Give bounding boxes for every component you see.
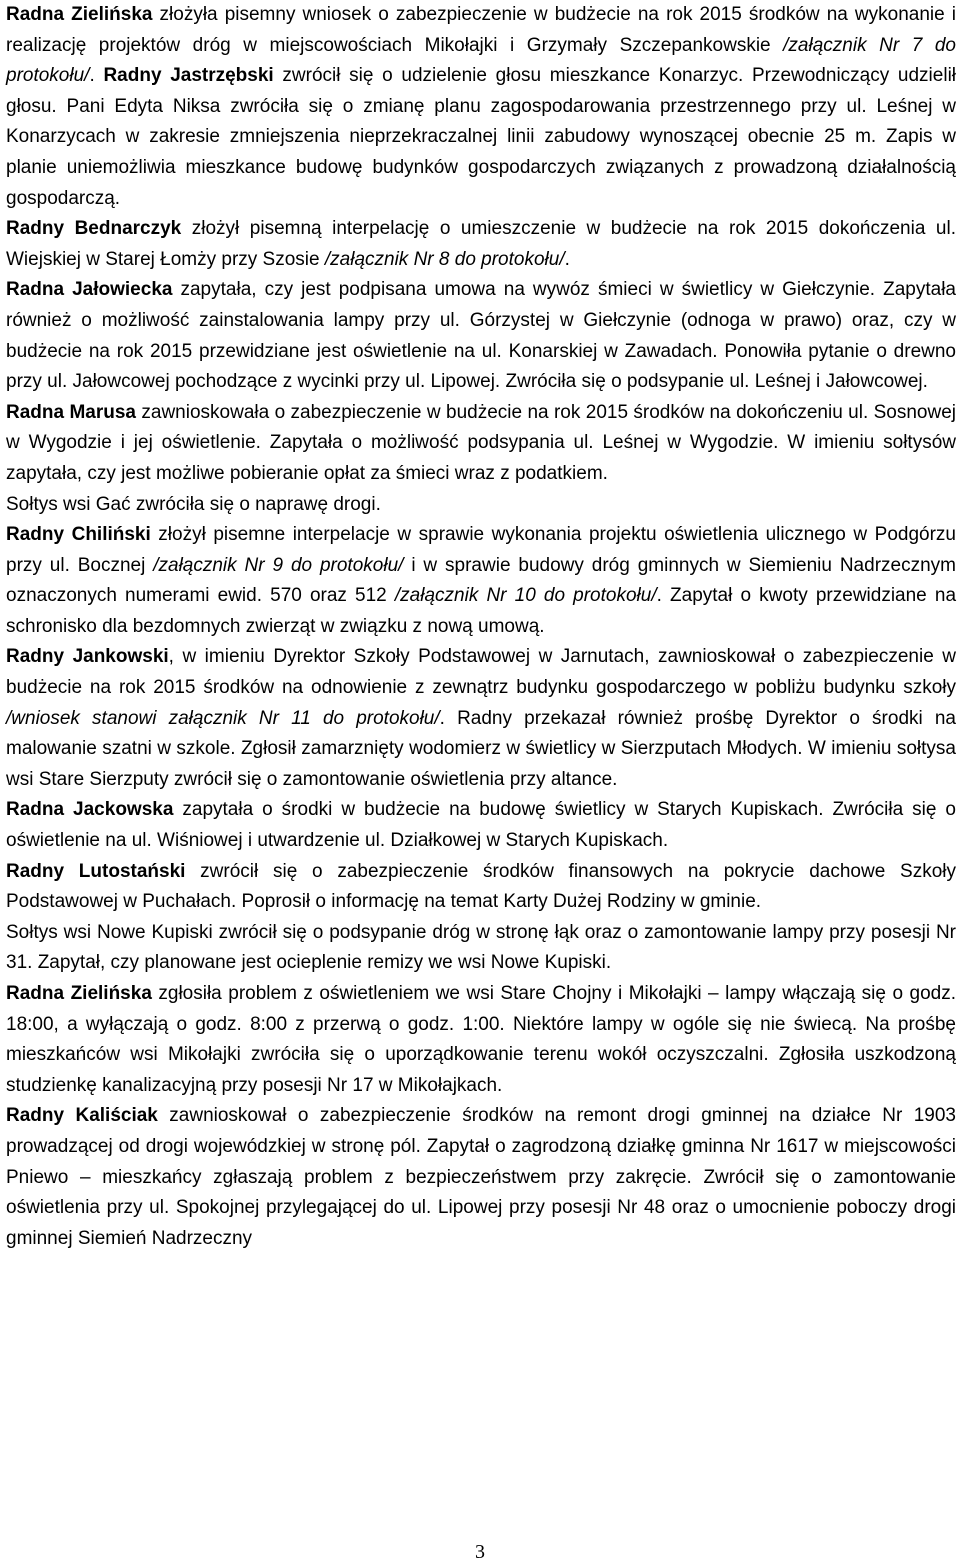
speaker-name: Radny Lutostański xyxy=(6,860,186,882)
paragraph xyxy=(6,275,956,397)
speaker-name: Radna Marusa xyxy=(6,401,136,423)
page-number: 3 xyxy=(475,1541,485,1563)
paragraph-text: zwrócił się o udzielenie głosu mieszkance Konarzyc. Przewodniczący udzielił głosu. Pani Edyta Niksa zwróciła się o zmianę planu zagospodarowania przestrzennego przy ul. Leśnej w Konarzycach w zakresie zmniejszenia nieprzekraczalnej linii zabudowy wynoszącej obecnie 25 m. Zapis w planie uniemożliwia mieszkance budowę budynków gospodarczych związanych z prowadzoną działalnością gospodarczą. xyxy=(6,65,957,209)
paragraph xyxy=(6,1101,956,1254)
paragraph xyxy=(6,490,956,521)
paragraph-text: złożył pisemne interpelacje w sprawie wykonania projektu oświetlenia ulicznego w Podgórzu przy ul. Bocznej xyxy=(6,524,956,576)
attachment-reference: /załącznik Nr 9 do protokołu/ xyxy=(153,554,404,576)
paragraph-text: , w imieniu Dyrektor Szkoły Podstawowej w Jarnutach, zawnioskował o zabezpieczenie w budżecie na rok 2015 środków na odnowienie z zewnątrz budynku gospodarczego w pobliżu budynku szkoły xyxy=(6,646,956,699)
document-body xyxy=(6,0,956,1254)
paragraph xyxy=(6,642,956,795)
paragraph-text: Sołtys wsi Gać zwróciła się o naprawę drogi. xyxy=(6,493,381,515)
speaker-name: Radny Bednarczyk xyxy=(6,218,182,240)
paragraph-text: złożył pisemną interpelację o umieszczenie w budżecie na rok 2015 dokończenia ul. Wiejskiej w Starej Łomży przy Szosie xyxy=(6,218,956,270)
paragraph-text: zapytała, czy jest podpisana umowa na wywóz śmieci w świetlicy w Giełczynie. Zapytała również o możliwość zainstalowania lampy przy ul. Górzystej w Giełczynie (odnoga w prawo) oraz, czy w budżecie na rok 2015 przewidziane jest oświetlenie na ul. Konarskiej w Zawadach. Ponowiła pytanie o drewno przy ul. Jałowcowej pochodzące z wycinki przy ul. Lipowej. Zwróciła się o podsypanie ul. Leśnej i Jałowcowej. xyxy=(6,279,956,393)
speaker-name: Radna Zielińska xyxy=(6,983,152,1004)
paragraph xyxy=(6,520,956,642)
paragraph-text: Sołtys wsi Nowe Kupiski zwrócił się o podsypanie dróg w stronę łąk oraz o zamontowanie lampy przy posesji Nr 31. Zapytał, czy planowane jest ocieplenie remizy we wsi Nowe Kupiski. xyxy=(6,921,956,974)
speaker-name: Radny Jankowski xyxy=(6,646,169,668)
paragraph-text: zwrócił się o zabezpieczenie środków finansowych na pokrycie dachowe Szkoły Podstawowej w Puchałach. Poprosił o informację na temat Karty Dużej Rodziny w gminie. xyxy=(6,860,956,913)
document-page xyxy=(6,0,956,1254)
speaker-name: Radna Jackowska xyxy=(6,799,174,821)
paragraph-text: . Zapytał o kwoty przewidziane na schronisko dla bezdomnych zwierząt w związku z nową umową. xyxy=(6,585,957,637)
speaker-name: Radna Jałowiecka xyxy=(6,279,173,301)
paragraph-text: zawnioskowała o zabezpieczenie w budżecie na rok 2015 środków na dokończeniu ul. Sosnowej w Wygodzie i jej oświetlenie. Zapytała o możliwość podsypania ul. Leśnej w Wygodzie. W imieniu sołtysów zapytała, czy jest możliwe pobieranie opłat za śmieci wraz z podatkiem. xyxy=(6,401,957,484)
speaker-name: Radna Zielińska xyxy=(6,4,153,25)
paragraph xyxy=(6,857,956,918)
paragraph-text: zapytała o środki w budżecie na budowę świetlicy w Starych Kupiskach. Zwróciła się o oświetlenie na ul. Wiśniowej i utwardzenie ul. Działkowej w Starych Kupiskach. xyxy=(6,799,956,852)
paragraph xyxy=(6,918,956,979)
paragraph xyxy=(6,979,956,1101)
paragraph-text: . xyxy=(89,65,104,87)
paragraph xyxy=(6,795,956,856)
paragraph-text: i w sprawie budowy dróg gminnych w Siemieniu Nadrzecznym oznaczonych numerami ewid. 570 oraz 512 xyxy=(6,554,956,607)
attachment-reference: /załącznik Nr 8 do protokołu/ xyxy=(324,248,565,270)
speaker-name: Radny Kaliściak xyxy=(6,1105,158,1127)
attachment-reference: /załącznik Nr 7 do protokołu/ xyxy=(6,34,956,87)
paragraph-text: . Radny przekazał również prośbę Dyrektor o środki na malowanie szatni w szkole. Zgłosił zamarznięty wodomierz w świetlicy w Sierzputach Młodych. W imieniu sołtysa wsi Stare Sierzputy zwrócił się o zamontowanie oświetlenia przy altance. xyxy=(6,707,956,790)
paragraph-text: . xyxy=(564,248,570,270)
speaker-name: Radny Chiliński xyxy=(6,524,151,546)
speaker-name: Radny Jastrzębski xyxy=(103,65,274,87)
attachment-reference: /załącznik Nr 10 do protokołu/ xyxy=(394,585,657,607)
paragraph-text: złożyła pisemny wniosek o zabezpieczenie w budżecie na rok 2015 środków na wykonanie i realizację projektów dróg w miejscowościach Mikołajki i Grzymały Szczepankowskie xyxy=(6,4,956,56)
attachment-reference: /wniosek stanowi załącznik Nr 11 do protokołu/ xyxy=(6,707,440,729)
paragraph xyxy=(6,214,956,275)
paragraph xyxy=(6,398,956,490)
paragraph-text: zgłosiła problem z oświetleniem we wsi Stare Chojny i Mikołajki – lampy włączają się o godz. 18:00, a wyłączają o godz. 8:00 z przerwą o godz. 1:00. Niektóre lampy w ogóle się nie świecą. Na prośbę mieszkańców wsi Mikołajki zwróciła się o uporządkowanie terenu wokół oczyszczalni. Zgłosiła uszkodzoną studzienkę kanalizacyjną przy posesji Nr 17 w Mikołajkach. xyxy=(6,983,956,1096)
paragraph xyxy=(6,0,956,214)
paragraph-text: zawnioskował o zabezpieczenie środków na remont drogi gminnej na działce Nr 1903 prowadzącej od drogi wojewódzkiej w stronę pól. Zapytał o zagrodzoną działkę gminna Nr 1617 w miejscowości Pniewo – mieszkańcy zgłaszają problem z bezpieczeństwem przy zakręcie. Zwrócił się o zamontowanie oświetlenia przy ul. Spokojnej przylegającej do ul. Lipowej przy posesji Nr 48 oraz o umocnienie poboczy drogi gminnej Siemień Nadrzeczny xyxy=(6,1105,956,1249)
